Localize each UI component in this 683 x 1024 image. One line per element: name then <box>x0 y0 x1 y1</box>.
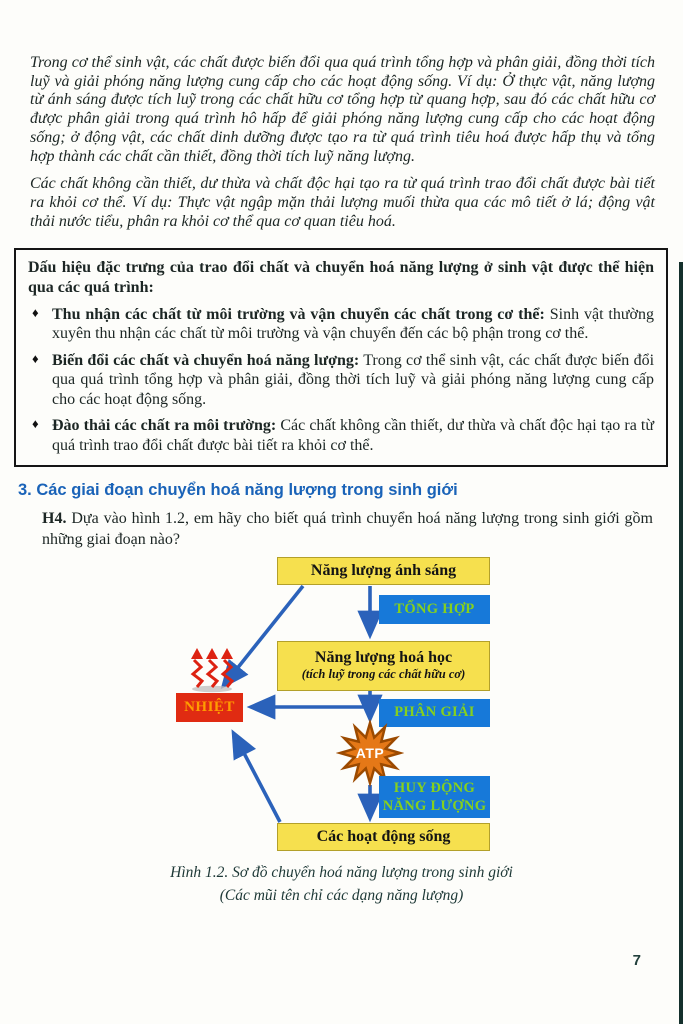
process-decomposition: PHÂN GIẢI <box>379 699 490 727</box>
list-item <box>28 416 654 455</box>
mobilization-line1: HUY ĐỘNG <box>393 779 476 796</box>
node-chemical-energy <box>277 641 490 691</box>
feature-box-list <box>28 305 654 456</box>
chemical-energy-title: Năng lượng hoá học <box>314 649 453 667</box>
atp-label: ATP <box>355 744 385 761</box>
paragraph-metabolism: Trong cơ thể sinh vật, các chất được biến đổi qua quá trình tổng hợp và phân giải, đồng thời tích luỹ và giải phóng năng lượng cung cấp cho các hoạt động sống. Ví dụ: Ở thực vật, năng lượng từ ánh sáng được tích luỹ trong các chất hữu cơ tổng hợp từ quang hợp, sau đó các chất hữu cơ được phân giải trong quá trình hô hấp để giải phóng năng lượng cung cấp cho các hoạt động sống; ở động vật, các chất dinh dưỡng được tạo ra từ quá trình tiêu hoá được hấp thụ và tổng hợp thành các chất cần thiết, đồng thời tích luỹ năng lượng. <box>30 54 655 165</box>
list-item <box>28 351 654 410</box>
mobilization-line2: NĂNG LƯỢNG <box>382 797 487 814</box>
question-h4 <box>42 509 653 551</box>
diamond-bullet-icon: ♦ <box>32 304 39 320</box>
process-synthesis: TỔNG HỢP <box>379 595 490 624</box>
feature-box <box>14 248 668 467</box>
page-number: 7 <box>632 952 641 969</box>
bullet-title: Thu nhận các chất từ môi trường và vận chuyển các chất trong cơ thể: <box>52 305 545 323</box>
section-heading: 3. Các giai đoạn chuyển hoá năng lượng trong sinh giới <box>18 481 458 500</box>
paragraph-excretion: Các chất không cần thiết, dư thừa và chất độc hại tạo ra từ quá trình trao đổi chất được bài tiết ra khỏi cơ thể. Ví dụ: Thực vật ngập mặn thải lượng muối thừa qua các mô tiết ở lá; động vật thải nước tiểu, phân ra khỏi cơ thể qua cơ quan tiêu hoá. <box>30 175 655 230</box>
bullet-body: Trong cơ thể sinh vật, các chất được biến đổi qua quá trình tổng hợp và phân giải, đồng thời tích luỹ và giải phóng năng lượng cung cấp cho các hoạt động sống. <box>52 351 655 408</box>
arrow <box>234 734 280 822</box>
chemical-energy-subtitle: (tích luỹ trong các chất hữu cơ) <box>301 667 466 682</box>
node-heat: NHIỆT <box>176 693 243 722</box>
feature-box-header: Dấu hiệu đặc trưng của trao đổi chất và chuyển hoá năng lượng ở sinh vật được thể hiện qua các quá trình: <box>28 259 654 296</box>
arrow-layer <box>0 555 683 855</box>
figure-caption <box>0 861 683 908</box>
process-energy-mobilization <box>379 776 490 818</box>
question-label: H4. <box>42 510 67 528</box>
bullet-title: Đào thải các chất ra môi trường: <box>52 417 277 435</box>
figure-caption-title: Hình 1.2. Sơ đồ chuyển hoá năng lượng trong sinh giới <box>170 863 513 881</box>
heat-waves-icon <box>186 645 238 693</box>
bullet-body: Sinh vật thường xuyên thu nhận các chất từ môi trường và vận chuyển đến các bộ phận trong cơ thể. <box>52 305 655 343</box>
bullet-body: Các chất không cần thiết, dư thừa và chất độc hại tạo ra từ quá trình trao đổi chất được bài tiết ra khỏi cơ thể. <box>52 417 655 454</box>
energy-flow-diagram <box>0 555 683 855</box>
node-life-activities: Các hoạt động sống <box>277 823 490 851</box>
diamond-bullet-icon: ♦ <box>32 416 39 432</box>
bullet-title: Biến đổi các chất và chuyển hoá năng lượng: <box>52 351 360 369</box>
list-item <box>28 305 654 344</box>
node-light-energy: Năng lượng ánh sáng <box>277 557 490 585</box>
question-text: Dựa vào hình 1.2, em hãy cho biết quá trình chuyển hoá năng lượng trong sinh giới gồm những giai đoạn nào? <box>42 510 654 548</box>
diamond-bullet-icon: ♦ <box>32 350 39 366</box>
figure-caption-note: (Các mũi tên chỉ các dạng năng lượng) <box>219 886 464 904</box>
